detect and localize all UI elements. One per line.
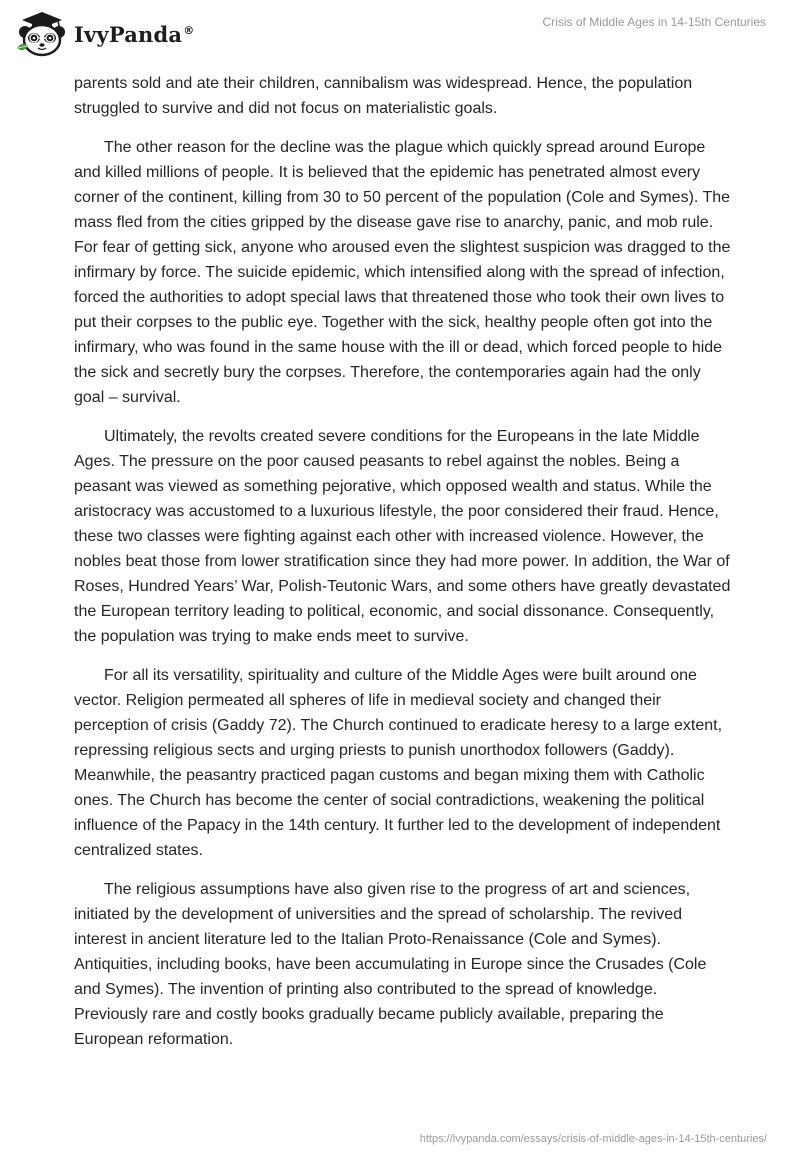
brand-logo[interactable] <box>14 8 194 58</box>
document-title: Crisis of Middle Ages in 14-15th Centuries <box>542 15 766 29</box>
panda-mascot-icon <box>14 8 70 58</box>
paragraph-continued: parents sold and ate their children, cannibalism was widespread. Hence, the population struggled to survive and did not focus on materialistic goals. <box>74 75 693 117</box>
paragraph: The other reason for the decline was the plague which quickly spread around Europe and killed millions of people. It is believed that the epidemic has penetrated almost every corner of the continent, killing from 30 to 50 percent of the population (Cole and Symes). The mass fled from the cities gripped by the disease gave rise to anarchy, panic, and mob rule. For fear of getting sick, anyone who aroused even the slightest suspicion was dragged to the infirmary by force. The suicide epidemic, which intensified along with the spread of infection, forced the authorities to adopt special laws that threatened those who took their own lives to put their corpses to the public eye. Together with the sick, healthy people often got into the infirmary, who was found in the same house with the ill or dead, which forced people to hide the sick and secretly bury the corpses. Therefore, the contemporaries again had the only goal – survival. <box>74 139 731 406</box>
paragraph: The religious assumptions have also given rise to the progress of art and sciences, initiated by the development of universities and the spread of scholarship. The revived interest in ancient literature led to the Italian Proto-Renaissance (Cole and Symes). Antiquities, including books, have been accumulating in Europe since the Crusades (Cole and Symes). The invention of printing also contributed to the spread of knowledge. Previously rare and costly books gradually became publicly available, preparing the European reformation. <box>74 881 707 1048</box>
paragraph: For all its versatility, spirituality and culture of the Middle Ages were built around one vector. Religion permeated all spheres of life in medieval society and changed their perception of crisis (Gaddy 72). The Church continued to eradicate heresy to a large extent, repressing religious sects and urging priests to punish unorthodox followers (Gaddy). Meanwhile, the peasantry practiced pagan customs and began mixing them with Catholic ones. The Church has become the center of social contradictions, weakening the political influence of the Papacy in the 14th century. It further led to the development of independent centralized states. <box>74 667 723 859</box>
registered-mark: ® <box>183 23 195 37</box>
page-header <box>0 0 800 66</box>
brand-name: IvyPanda® <box>74 21 195 47</box>
source-url-link[interactable]: https://ivypanda.com/essays/crisis-of-middle-ages-in-14-15th-centuries/ <box>419 1133 767 1145</box>
paragraph: Ultimately, the revolts created severe conditions for the Europeans in the late Middle Ages. The pressure on the poor caused peasants to rebel against the nobles. Being a peasant was viewed as something pejorative, which opposed wealth and status. While the aristocracy was accustomed to a luxurious lifestyle, the poor considered their fraud. Hence, these two classes were fighting against each other with increased violence. However, the nobles beat those from lower stratification since they had more power. In addition, the War of Roses, Hundred Years’ War, Polish-Teutonic Wars, and some others have greatly devastated the European territory leading to political, economic, and social dissonance. Consequently, the population was trying to make ends meet to survive. <box>74 428 731 645</box>
essay-body <box>74 71 734 1066</box>
